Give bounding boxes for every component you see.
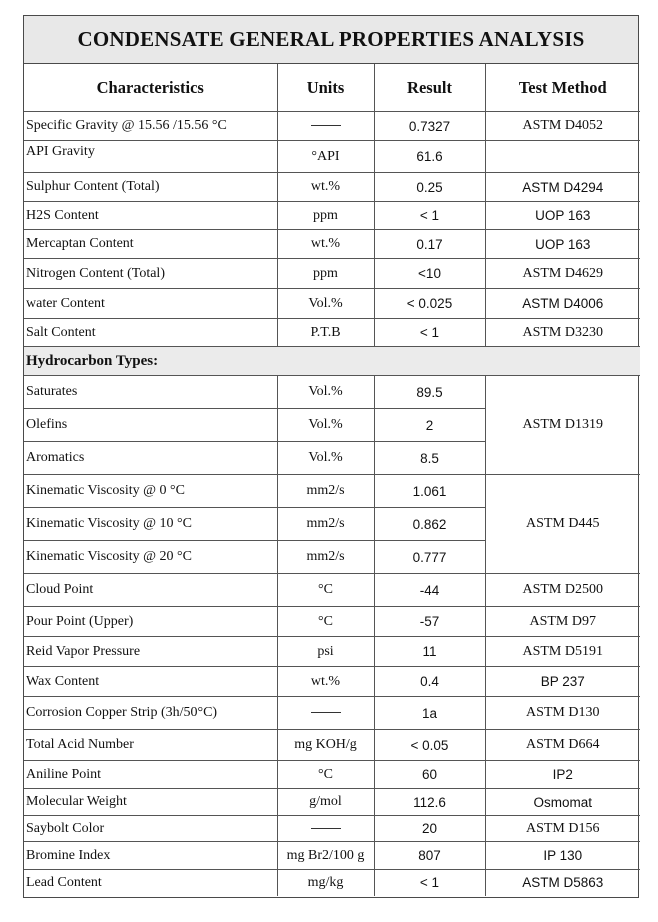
table-row [24, 730, 640, 761]
table-row [24, 289, 640, 319]
units-cell: wt.% [277, 173, 374, 202]
result-cell: 807 [374, 842, 485, 870]
units-cell: mg Br2/100 g [277, 842, 374, 870]
units-cell: °C [277, 574, 374, 607]
units-cell: wt.% [277, 230, 374, 259]
units-cell [277, 816, 374, 842]
units-cell [277, 112, 374, 141]
properties-table [24, 64, 640, 896]
table-row [24, 697, 640, 730]
units-cell: ppm [277, 202, 374, 230]
result-cell: 89.5 [374, 376, 485, 409]
characteristic-cell: API Gravity [24, 141, 277, 173]
test-method-cell: ASTM D4006 [485, 289, 640, 319]
result-cell: 61.6 [374, 141, 485, 173]
units-cell: g/mol [277, 789, 374, 816]
table-row [24, 574, 640, 607]
units-cell [277, 697, 374, 730]
test-method-cell: ASTM D4629 [485, 259, 640, 289]
result-cell: < 1 [374, 319, 485, 347]
result-cell: 11 [374, 637, 485, 667]
characteristic-cell: Wax Content [24, 667, 277, 697]
result-cell: 20 [374, 816, 485, 842]
table-body [24, 112, 640, 896]
characteristic-cell: Kinematic Viscosity @ 10 °C [24, 508, 277, 541]
units-cell: Vol.% [277, 376, 374, 409]
units-cell: ppm [277, 259, 374, 289]
result-cell: < 1 [374, 202, 485, 230]
result-cell: < 0.025 [374, 289, 485, 319]
table-row [24, 259, 640, 289]
characteristic-cell: Kinematic Viscosity @ 0 °C [24, 475, 277, 508]
table-row [24, 816, 640, 842]
test-method-cell: BP 237 [485, 667, 640, 697]
result-cell: -57 [374, 607, 485, 637]
test-method-cell: ASTM D4294 [485, 173, 640, 202]
test-method-cell [485, 141, 640, 173]
characteristic-cell: Lead Content [24, 870, 277, 896]
test-method-cell: ASTM D130 [485, 697, 640, 730]
test-method-cell: ASTM D2500 [485, 574, 640, 607]
units-cell: mg/kg [277, 870, 374, 896]
result-cell: 0.7327 [374, 112, 485, 141]
characteristic-cell: Salt Content [24, 319, 277, 347]
section-row-hydrocarbon [24, 347, 640, 376]
units-cell: P.T.B [277, 319, 374, 347]
test-method-cell: IP 130 [485, 842, 640, 870]
characteristic-cell: Molecular Weight [24, 789, 277, 816]
characteristic-cell: Pour Point (Upper) [24, 607, 277, 637]
test-method-cell: ASTM D3230 [485, 319, 640, 347]
characteristic-cell: Nitrogen Content (Total) [24, 259, 277, 289]
table-row [24, 202, 640, 230]
test-method-cell: ASTM D4052 [485, 112, 640, 141]
units-cell: °C [277, 607, 374, 637]
dash-mark [311, 712, 341, 713]
units-cell: mm2/s [277, 475, 374, 508]
table-row [24, 376, 640, 409]
characteristic-cell: Saybolt Color [24, 816, 277, 842]
table-row [24, 141, 640, 173]
result-cell: <10 [374, 259, 485, 289]
header-characteristics: Characteristics [24, 64, 277, 112]
table-row [24, 475, 640, 508]
characteristic-cell: Mercaptan Content [24, 230, 277, 259]
test-method-cell: ASTM D5191 [485, 637, 640, 667]
result-cell: 60 [374, 761, 485, 789]
characteristic-cell: H2S Content [24, 202, 277, 230]
table-row [24, 789, 640, 816]
characteristic-cell: Reid Vapor Pressure [24, 637, 277, 667]
result-cell: 0.862 [374, 508, 485, 541]
result-cell: 112.6 [374, 789, 485, 816]
result-cell: 0.25 [374, 173, 485, 202]
result-cell: 2 [374, 409, 485, 442]
units-cell: psi [277, 637, 374, 667]
table-row [24, 761, 640, 789]
units-cell: wt.% [277, 667, 374, 697]
units-cell: Vol.% [277, 289, 374, 319]
header-row [24, 64, 640, 112]
characteristic-cell: Bromine Index [24, 842, 277, 870]
units-cell: Vol.% [277, 409, 374, 442]
header-result: Result [374, 64, 485, 112]
result-cell: < 1 [374, 870, 485, 896]
units-cell: mm2/s [277, 541, 374, 574]
properties-sheet [23, 15, 639, 898]
characteristic-cell: Corrosion Copper Strip (3h/50°C) [24, 697, 277, 730]
result-cell: 8.5 [374, 442, 485, 475]
table-row [24, 112, 640, 141]
units-cell: mm2/s [277, 508, 374, 541]
table-row [24, 842, 640, 870]
test-method-cell: ASTM D1319 [485, 376, 640, 475]
characteristic-cell: Cloud Point [24, 574, 277, 607]
characteristic-cell: water Content [24, 289, 277, 319]
header-test-method: Test Method [485, 64, 640, 112]
test-method-cell: ASTM D156 [485, 816, 640, 842]
dash-mark [311, 125, 341, 126]
dash-mark [311, 828, 341, 829]
characteristic-cell: Sulphur Content (Total) [24, 173, 277, 202]
units-cell: Vol.% [277, 442, 374, 475]
section-heading: Hydrocarbon Types: [24, 347, 640, 376]
header-units: Units [277, 64, 374, 112]
units-cell: mg KOH/g [277, 730, 374, 761]
test-method-cell: ASTM D5863 [485, 870, 640, 896]
table-row [24, 637, 640, 667]
result-cell: 0.777 [374, 541, 485, 574]
table-row [24, 870, 640, 896]
test-method-cell: UOP 163 [485, 202, 640, 230]
result-cell: 0.17 [374, 230, 485, 259]
table-row [24, 319, 640, 347]
table-row [24, 173, 640, 202]
result-cell: 1.061 [374, 475, 485, 508]
table-row [24, 667, 640, 697]
result-cell: 0.4 [374, 667, 485, 697]
characteristic-cell: Aromatics [24, 442, 277, 475]
units-cell: °API [277, 141, 374, 173]
result-cell: 1a [374, 697, 485, 730]
units-cell: °C [277, 761, 374, 789]
test-method-cell: Osmomat [485, 789, 640, 816]
test-method-cell: ASTM D664 [485, 730, 640, 761]
table-row [24, 607, 640, 637]
test-method-cell: IP2 [485, 761, 640, 789]
characteristic-cell: Olefins [24, 409, 277, 442]
test-method-cell: ASTM D97 [485, 607, 640, 637]
characteristic-cell: Kinematic Viscosity @ 20 °C [24, 541, 277, 574]
characteristic-cell: Aniline Point [24, 761, 277, 789]
document-title: CONDENSATE GENERAL PROPERTIES ANALYSIS [24, 16, 638, 64]
test-method-cell: UOP 163 [485, 230, 640, 259]
characteristic-cell: Saturates [24, 376, 277, 409]
test-method-cell: ASTM D445 [485, 475, 640, 574]
characteristic-cell: Specific Gravity @ 15.56 /15.56 °C [24, 112, 277, 141]
result-cell: -44 [374, 574, 485, 607]
characteristic-cell: Total Acid Number [24, 730, 277, 761]
result-cell: < 0.05 [374, 730, 485, 761]
table-row [24, 230, 640, 259]
